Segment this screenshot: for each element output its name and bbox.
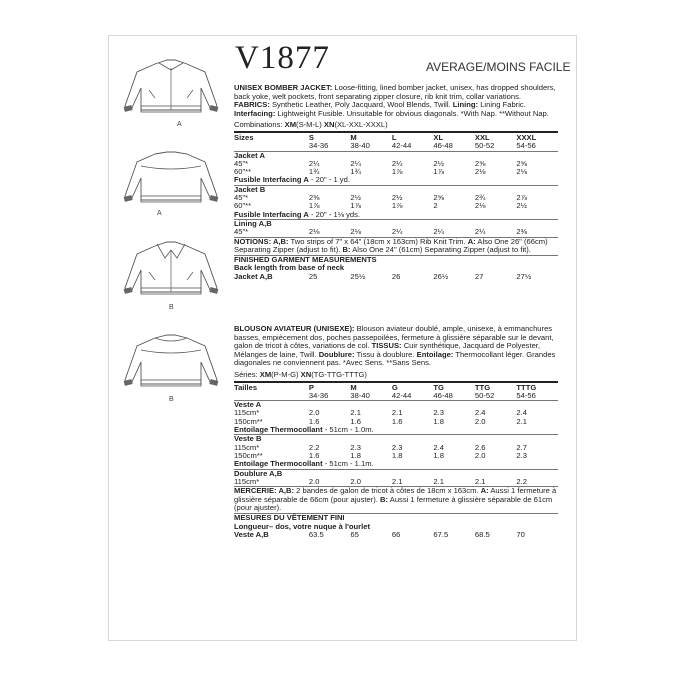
fr-doublure: Tissu à doublure. [354, 349, 417, 359]
fr-doublure-label: Doublure: [318, 349, 355, 359]
table-row [234, 478, 558, 486]
table-row [234, 531, 558, 539]
en-amount: 1¾ [350, 167, 361, 177]
fr-amount: 2.1 [516, 416, 527, 426]
table-row [234, 228, 558, 236]
en-width: 45"* [234, 227, 249, 237]
en-amount: 2¼ [474, 227, 486, 237]
en-size-name: M [350, 132, 357, 142]
fr-width: 150cm** [234, 450, 263, 460]
en-notions-text: Two strips of 7" x 64" (18cm x 163cm) Rib Knit Trim. [288, 236, 468, 246]
fr-size-range: 46-48 [433, 390, 453, 400]
fr-mercerie-a-text: Aussi 1 fermeture à glissière séparable de 66cm (pour ajuster). [234, 486, 557, 504]
fr-combos-xn-sizes: (TG-TTG-TTTG) [311, 369, 367, 379]
fr-veste-a-heading: Veste A [234, 401, 558, 410]
en-combos-xm: XM [284, 120, 297, 130]
fr-amount: 2.3 [516, 450, 527, 460]
fr-width: 115cm* [234, 476, 260, 486]
fr-amount: 2.4 [433, 442, 444, 452]
en-amount: 1¾ [308, 167, 320, 177]
fr-amount: 1.8 [433, 450, 444, 460]
en-back-value: 27½ [516, 271, 532, 281]
jacket-b-front-illustration [115, 240, 227, 311]
fr-entoilage: Thermocollant léger. Grandes diagonales ne conviennent pas. *Avec Sens. **Sans Sens. [234, 349, 556, 368]
fr-amount: 2.1 [433, 476, 444, 486]
en-combos-prefix: Combinations: [234, 120, 285, 130]
pattern-code: V1877 [235, 40, 330, 76]
en-finished-table [234, 273, 558, 281]
en-lining-label: Lining: [452, 100, 479, 110]
french-section [234, 325, 558, 539]
en-amount: 1⅞ [433, 167, 444, 177]
en-amount: 2⅛ [308, 227, 320, 237]
fr-amount: 2.4 [474, 408, 486, 418]
en-amount: 2¼ [308, 158, 320, 168]
en-fusible-b: Fusible Interfacing A [234, 209, 309, 219]
fr-amount: 2.0 [308, 408, 320, 418]
view-label-a-front: A [177, 121, 182, 128]
fr-body: Blouson aviateur doublé, ample, unisexe, à emmanchures basses, empiècement dos, poches passepoilées, fermeture à glissière séparable sur le devant, galon de tricot à côtes, variations de col. [234, 324, 554, 351]
fr-amount: 2.0 [308, 476, 320, 486]
en-size-name: XXXL [516, 132, 537, 142]
en-back-value: 26½ [433, 271, 449, 281]
en-title: UNISEX BOMBER JACKET: [234, 83, 333, 92]
fr-amount: 2.1 [474, 476, 486, 486]
fr-mercerie [234, 486, 558, 513]
en-back-value: 25½ [350, 271, 366, 281]
en-amount: 1⅞ [308, 201, 320, 211]
en-fusible-a-amount: - 20" - 1 yd. [308, 175, 350, 185]
fr-mercerie-text: 2 bandes de galon de tricot à côtes de 18cm x 163cm. [294, 486, 481, 496]
en-size-range: 46-48 [433, 141, 453, 151]
en-jacket-a-heading: Jacket A [234, 151, 558, 160]
fr-back-value: 63.5 [308, 530, 324, 540]
en-yardage-table [234, 134, 558, 237]
english-section [234, 84, 558, 281]
en-back-row-label: Jacket A,B [234, 271, 273, 281]
jacket-a-back-illustration [115, 148, 227, 217]
en-finished-heading: FINISHED GARMENT MEASUREMENTS [234, 255, 558, 265]
en-size-range: 42-44 [391, 141, 412, 151]
jacket-b-back-illustration [115, 332, 227, 403]
en-notions-a-text: Also One 26" (66cm) Separating Zipper (adjust to fit). [234, 236, 548, 255]
en-interfacing: Lightweight Fusible. Unsuitable for obvious diagonals. *With Nap. **Without Nap. [275, 108, 549, 118]
fr-entoilage-b-amount: - 51cm - 1.1m. [322, 459, 374, 469]
en-amount: 2⅝ [516, 158, 527, 168]
fr-title: BLOUSON AVIATEUR (UNISEXE): [234, 324, 355, 333]
fr-amount: 1.8 [391, 450, 403, 460]
en-combos-xm-sizes: (S-M-L) [296, 120, 324, 130]
fr-back-row-label: Veste A,B [234, 530, 269, 540]
fr-amount: 1.6 [391, 416, 403, 426]
en-amount: 2⅝ [433, 193, 444, 203]
fr-finished-table [234, 531, 558, 539]
en-interfacing-label: Interfacing: [234, 108, 276, 118]
en-amount: 1⅞ [391, 201, 403, 211]
fr-amount: 1.6 [350, 416, 361, 426]
fr-amount: 2.4 [516, 408, 527, 418]
fr-amount: 1.8 [433, 416, 444, 426]
en-notions-b-label: B: [342, 245, 351, 255]
fr-longueur: Longueur– dos, votre nuque à l'ourlet [234, 521, 370, 531]
fr-width: 115cm* [234, 408, 260, 418]
fr-size-ranges [234, 392, 558, 401]
en-amount: 2¼ [391, 158, 403, 168]
fr-width: 150cm** [234, 416, 263, 426]
en-amount: 2½ [516, 201, 527, 211]
fr-mesures-heading: MESURES DU VÊTEMENT FINI [234, 513, 558, 523]
en-size-range: 34-36 [308, 141, 329, 151]
fr-amount: 2.0 [474, 450, 486, 460]
fr-mercerie-label: MERCERIE: A,B: [234, 486, 295, 496]
en-combos-xn-sizes: (XL-XXL-XXXL) [334, 120, 388, 130]
en-size-name: XL [433, 132, 444, 142]
fr-combos-xm-sizes: (P-M-G) [271, 369, 301, 379]
en-size-range: 54-56 [516, 141, 536, 151]
en-size-ranges [234, 142, 558, 151]
en-amount: 2¾ [474, 193, 486, 203]
fr-amount: 2.1 [391, 408, 403, 418]
en-amount: 1⅞ [391, 167, 403, 177]
fr-size-range: 34-36 [308, 390, 329, 400]
en-back-value: 25 [308, 271, 318, 281]
en-sizes-label: Sizes [234, 132, 254, 142]
fr-amount: 2.1 [391, 476, 403, 486]
fr-size-name: G [391, 382, 398, 392]
fr-amount: 2.3 [433, 408, 444, 418]
en-notions-label: NOTIONS: A,B: [234, 236, 289, 246]
en-body: Loose-fitting, lined bomber jacket, unisex, has dropped shoulders, back yoke, welt pockets, front separating zipper closure, rib knit trim, collar variations. [234, 83, 556, 101]
en-amount: 2⅜ [516, 227, 527, 237]
en-fabrics-label: FABRICS: [234, 100, 270, 110]
en-amount: 2¼ [350, 158, 361, 168]
fr-size-name: M [350, 382, 357, 392]
en-amount: 2¼ [433, 227, 444, 237]
fr-sizes-label: Tailles [234, 382, 258, 392]
en-amount: 2⅜ [308, 193, 320, 203]
en-amount: 2⅛ [474, 201, 486, 211]
difficulty-level: AVERAGE/MOINS FACILE [426, 60, 571, 74]
fr-amount: 2.1 [350, 408, 361, 418]
en-amount: 2⅛ [350, 227, 361, 237]
en-combinations [234, 121, 558, 130]
en-size-name: S [308, 132, 314, 142]
en-amount: 2½ [433, 158, 444, 168]
en-jacket-b-heading: Jacket B [234, 185, 558, 194]
fr-size-range: 42-44 [391, 390, 412, 400]
en-size-name: L [391, 132, 397, 142]
en-width: 45"* [234, 158, 249, 168]
fr-mercerie-b-label: B: [380, 494, 389, 504]
fr-mercerie-a-label: A: [480, 486, 489, 496]
en-back-value: 26 [391, 271, 401, 281]
fr-size-range: 50-52 [474, 390, 495, 400]
fr-back-value: 68.5 [474, 530, 490, 540]
en-lining: Lining Fabric. [478, 100, 526, 110]
fr-combinations [234, 371, 558, 380]
en-size-range: 50-52 [474, 141, 495, 151]
fr-back-value: 66 [391, 530, 401, 540]
view-label-b-back: B [169, 396, 174, 403]
fr-amount: 2.3 [391, 442, 403, 452]
fr-amount: 2.0 [350, 476, 361, 486]
view-label-a-back: A [157, 210, 162, 217]
en-size-name: XXL [474, 132, 490, 142]
jacket-a-front-illustration [115, 58, 227, 128]
english-description [234, 84, 558, 118]
fr-amount: 2.3 [350, 442, 361, 452]
en-amount: 2⅛ [516, 167, 527, 177]
en-width: 60"** [234, 201, 252, 211]
en-amount: 2 [433, 201, 438, 211]
fr-entoilage-b: Entoilage Thermocollant [234, 459, 323, 469]
fr-tissus-label: TISSUS: [371, 341, 402, 351]
view-label-b-front: B [169, 304, 174, 311]
fr-amount: 2.2 [308, 442, 320, 452]
fr-amount: 1.8 [350, 450, 361, 460]
fr-size-name: TG [433, 382, 444, 392]
fr-tissus: Cuir synthétique, Jacquard de Polyester, Mélanges de laine, Twill. [234, 341, 541, 359]
en-fabrics: Synthetic Leather, Poly Jacquard, Wool Blends, Twill. [269, 100, 453, 110]
fr-combos-xn: XN [300, 369, 312, 379]
fr-size-name: TTTG [516, 382, 537, 392]
fr-amount: 1.6 [308, 416, 320, 426]
en-amount: 2⅞ [516, 193, 527, 203]
fr-yardage-table [234, 384, 558, 487]
en-notions-a-label: A: [467, 236, 476, 246]
en-width: 45"* [234, 193, 249, 203]
fr-amount: 2.2 [516, 476, 527, 486]
en-size-range: 38-40 [350, 141, 370, 151]
fr-amount: 2.7 [516, 442, 527, 452]
fr-mercerie-b-text: Aussi 1 fermeture à glissière séparable de 61cm (pour ajuster). [234, 494, 553, 513]
en-amount: 2⅝ [474, 158, 486, 168]
fr-back-value: 67.5 [433, 530, 449, 540]
en-amount: 2½ [391, 193, 403, 203]
fr-size-name: P [308, 382, 314, 392]
en-lining-ab-heading: Lining A,B [234, 219, 558, 228]
en-notions-b-text: Also One 24" (61cm) Separating Zipper (adjust to fit). [350, 245, 531, 255]
en-amount: 2¼ [391, 227, 403, 237]
fr-back-value: 65 [350, 530, 359, 540]
fr-amount: 1.6 [308, 450, 320, 460]
fr-entoilage-label: Entoilage: [416, 349, 454, 359]
table-row [234, 273, 558, 281]
en-back-length: Back length from base of neck [234, 263, 345, 273]
fr-size-range: 38-40 [350, 390, 370, 400]
fr-veste-b-heading: Veste B [234, 435, 558, 444]
en-notions [234, 237, 558, 255]
fr-entoilage-a-amount: - 51cm - 1.0m. [322, 425, 374, 435]
fr-amount: 2.0 [474, 416, 486, 426]
french-description [234, 325, 558, 368]
fr-combos-prefix: Séries: [234, 369, 260, 379]
en-fusible-a: Fusible Interfacing A [234, 175, 309, 185]
fr-combos-xm: XM [259, 369, 272, 379]
en-amount: 2⅛ [474, 167, 486, 177]
en-combos-xn: XN [323, 120, 335, 130]
en-amount: 2½ [350, 193, 361, 203]
fr-back-value: 70 [516, 530, 525, 540]
fr-doublure-ab-heading: Doublure A,B [234, 469, 558, 478]
fr-width: 115cm* [234, 442, 260, 452]
en-fusible-b-amount: - 20" - 1⅛ yds. [308, 209, 361, 219]
en-width: 60"** [234, 167, 252, 177]
fr-size-range: 54-56 [516, 390, 536, 400]
en-amount: 1⅞ [350, 201, 361, 211]
fr-amount: 2.6 [474, 442, 486, 452]
en-back-value: 27 [474, 271, 484, 281]
fr-size-name: TTG [474, 382, 491, 392]
fr-entoilage-a: Entoilage Thermocollant [234, 425, 323, 435]
